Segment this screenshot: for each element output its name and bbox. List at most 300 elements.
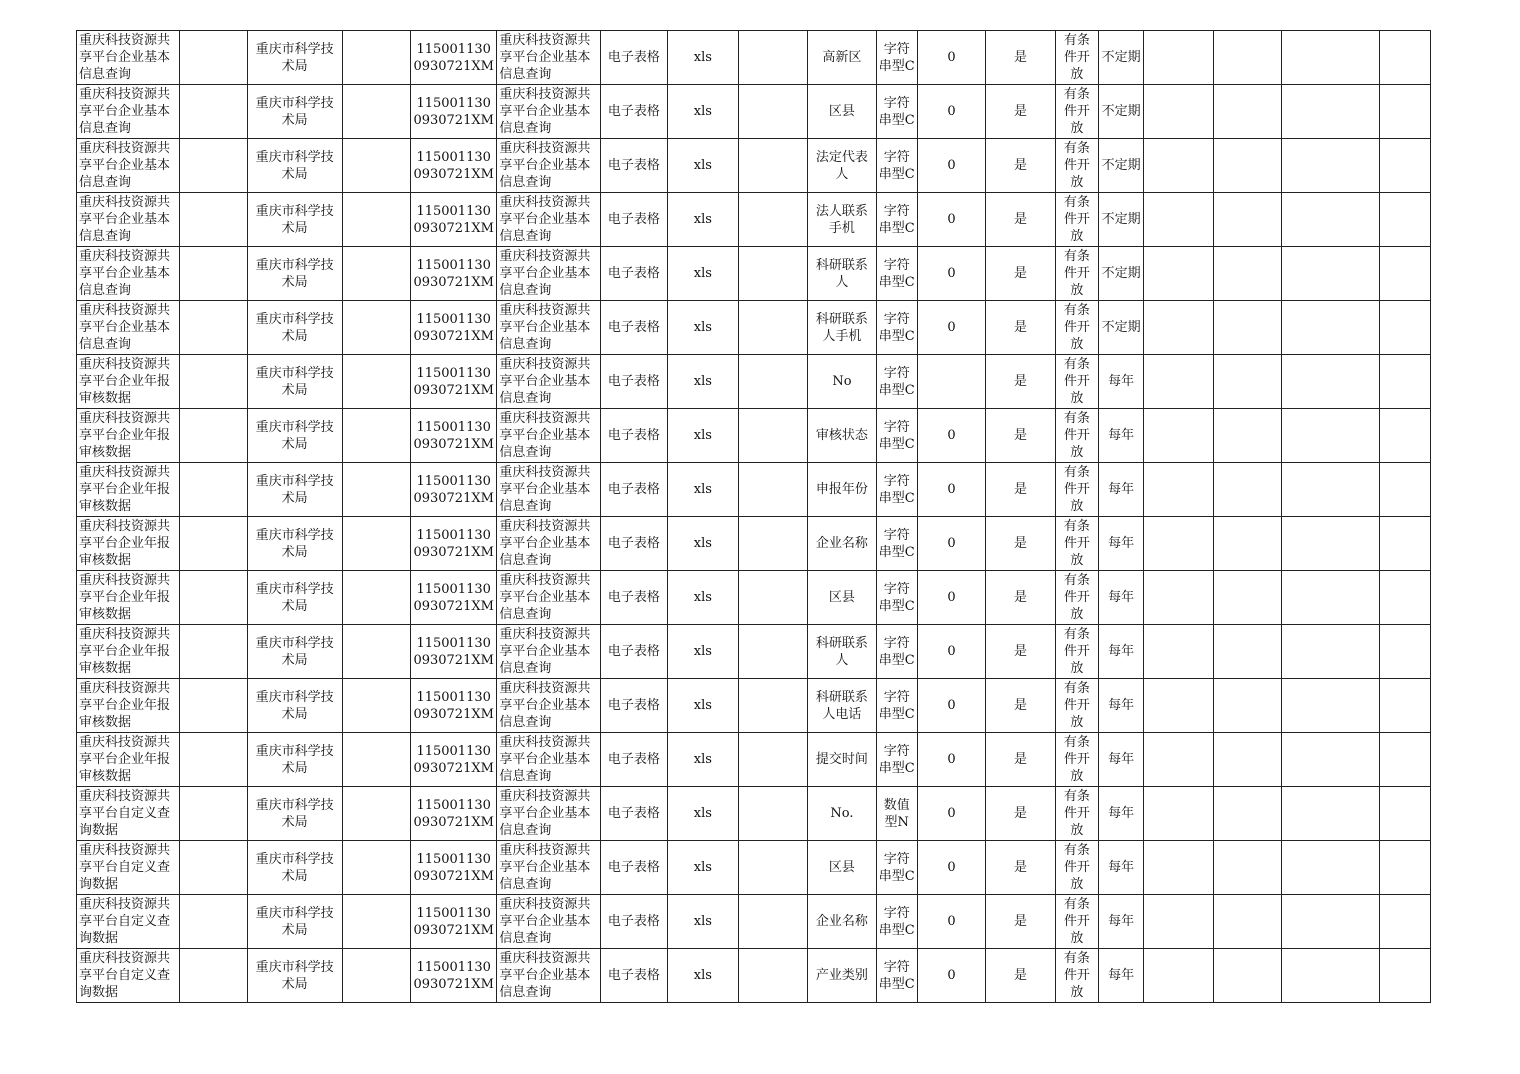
table-row xyxy=(77,625,1431,679)
cell-required-flag: 是 xyxy=(986,193,1056,247)
cell-resource-name-text: 重庆科技资源共享平台企业基本信息查询 xyxy=(499,627,591,676)
empty-cell xyxy=(1282,787,1380,841)
cell-format: 电子表格 xyxy=(600,679,667,733)
cell-catalog-name xyxy=(77,517,180,571)
cell-length: 0 xyxy=(917,733,985,787)
empty-cell xyxy=(1380,679,1431,733)
cell-update-frequency: 不定期 xyxy=(1098,85,1143,139)
empty-cell xyxy=(1282,247,1380,301)
cell-resource-name xyxy=(497,355,600,409)
empty-cell xyxy=(738,787,808,841)
empty-cell xyxy=(738,247,808,301)
cell-data-type: 字符串型C xyxy=(876,571,917,625)
cell-open-type: 有条件开放 xyxy=(1055,31,1098,85)
cell-format: 电子表格 xyxy=(600,247,667,301)
cell-department: 重庆市科学技术局 xyxy=(247,895,342,949)
table-row xyxy=(77,517,1431,571)
cell-update-frequency: 每年 xyxy=(1098,571,1143,625)
cell-catalog-name-text: 重庆科技资源共享平台企业基本信息查询 xyxy=(79,195,171,244)
cell-length: 0 xyxy=(917,85,985,139)
table-row xyxy=(77,139,1431,193)
cell-field-name: 提交时间 xyxy=(808,733,876,787)
cell-resource-name-text: 重庆科技资源共享平台企业基本信息查询 xyxy=(499,843,591,892)
cell-catalog-name xyxy=(77,625,180,679)
cell-extension: xls xyxy=(668,895,739,949)
cell-resource-name xyxy=(497,733,600,787)
cell-open-type: 有条件开放 xyxy=(1055,139,1098,193)
cell-department: 重庆市科学技术局 xyxy=(247,571,342,625)
cell-resource-name xyxy=(497,247,600,301)
empty-cell xyxy=(1282,463,1380,517)
cell-credit-code: 1150011300930721XM xyxy=(410,85,496,139)
empty-cell xyxy=(1380,733,1431,787)
cell-length: 0 xyxy=(917,787,985,841)
cell-data-type: 字符串型C xyxy=(876,949,917,1003)
empty-cell xyxy=(738,85,808,139)
cell-department: 重庆市科学技术局 xyxy=(247,625,342,679)
cell-update-frequency: 每年 xyxy=(1098,841,1143,895)
empty-cell xyxy=(180,517,247,571)
cell-format: 电子表格 xyxy=(600,139,667,193)
cell-field-name: 高新区 xyxy=(808,31,876,85)
cell-open-type: 有条件开放 xyxy=(1055,193,1098,247)
cell-extension: xls xyxy=(668,949,739,1003)
cell-catalog-name-text: 重庆科技资源共享平台企业基本信息查询 xyxy=(79,33,171,82)
empty-cell xyxy=(1380,409,1431,463)
cell-format: 电子表格 xyxy=(600,895,667,949)
empty-cell xyxy=(1144,247,1214,301)
cell-catalog-name xyxy=(77,571,180,625)
cell-extension: xls xyxy=(668,679,739,733)
cell-format: 电子表格 xyxy=(600,31,667,85)
cell-extension: xls xyxy=(668,247,739,301)
empty-cell xyxy=(342,301,410,355)
cell-update-frequency: 每年 xyxy=(1098,949,1143,1003)
cell-credit-code: 1150011300930721XM xyxy=(410,355,496,409)
empty-cell xyxy=(1144,301,1214,355)
empty-cell xyxy=(738,409,808,463)
cell-catalog-name xyxy=(77,85,180,139)
cell-catalog-name xyxy=(77,949,180,1003)
cell-open-type: 有条件开放 xyxy=(1055,409,1098,463)
cell-field-name: 企业名称 xyxy=(808,895,876,949)
empty-cell xyxy=(180,733,247,787)
empty-cell xyxy=(738,733,808,787)
empty-cell xyxy=(342,463,410,517)
cell-open-type: 有条件开放 xyxy=(1055,679,1098,733)
empty-cell xyxy=(1282,31,1380,85)
cell-catalog-name-text: 重庆科技资源共享平台自定义查询数据 xyxy=(79,897,171,946)
empty-cell xyxy=(1282,571,1380,625)
cell-credit-code: 1150011300930721XM xyxy=(410,949,496,1003)
empty-cell xyxy=(1380,31,1431,85)
cell-resource-name xyxy=(497,787,600,841)
cell-field-name: 法人联系手机 xyxy=(808,193,876,247)
cell-resource-name-text: 重庆科技资源共享平台企业基本信息查询 xyxy=(499,33,591,82)
empty-cell xyxy=(180,31,247,85)
cell-resource-name-text: 重庆科技资源共享平台企业基本信息查询 xyxy=(499,249,591,298)
cell-catalog-name-text: 重庆科技资源共享平台企业年报审核数据 xyxy=(79,411,171,460)
cell-credit-code: 1150011300930721XM xyxy=(410,31,496,85)
cell-update-frequency: 每年 xyxy=(1098,895,1143,949)
empty-cell xyxy=(1380,355,1431,409)
cell-format: 电子表格 xyxy=(600,625,667,679)
empty-cell xyxy=(180,787,247,841)
empty-cell xyxy=(1144,787,1214,841)
table-row xyxy=(77,355,1431,409)
cell-required-flag: 是 xyxy=(986,463,1056,517)
cell-resource-name xyxy=(497,571,600,625)
cell-required-flag: 是 xyxy=(986,247,1056,301)
cell-field-name: 科研联系人电话 xyxy=(808,679,876,733)
cell-length: 0 xyxy=(917,409,985,463)
cell-credit-code: 1150011300930721XM xyxy=(410,733,496,787)
cell-catalog-name-text: 重庆科技资源共享平台企业年报审核数据 xyxy=(79,465,171,514)
empty-cell xyxy=(1380,625,1431,679)
cell-open-type: 有条件开放 xyxy=(1055,355,1098,409)
table-row xyxy=(77,571,1431,625)
cell-length: 0 xyxy=(917,31,985,85)
cell-credit-code: 1150011300930721XM xyxy=(410,301,496,355)
empty-cell xyxy=(1282,85,1380,139)
cell-credit-code: 1150011300930721XM xyxy=(410,463,496,517)
cell-field-name: 审核状态 xyxy=(808,409,876,463)
cell-catalog-name xyxy=(77,841,180,895)
cell-format: 电子表格 xyxy=(600,787,667,841)
empty-cell xyxy=(1144,571,1214,625)
cell-department: 重庆市科学技术局 xyxy=(247,517,342,571)
cell-update-frequency: 不定期 xyxy=(1098,193,1143,247)
cell-update-frequency: 每年 xyxy=(1098,409,1143,463)
empty-cell xyxy=(1282,139,1380,193)
empty-cell xyxy=(1380,463,1431,517)
empty-cell xyxy=(1380,949,1431,1003)
cell-resource-name xyxy=(497,139,600,193)
empty-cell xyxy=(1213,31,1281,85)
cell-department: 重庆市科学技术局 xyxy=(247,733,342,787)
cell-catalog-name xyxy=(77,463,180,517)
cell-catalog-name xyxy=(77,787,180,841)
cell-update-frequency: 不定期 xyxy=(1098,301,1143,355)
cell-extension: xls xyxy=(668,193,739,247)
empty-cell xyxy=(342,949,410,1003)
cell-credit-code: 1150011300930721XM xyxy=(410,517,496,571)
cell-catalog-name xyxy=(77,193,180,247)
empty-cell xyxy=(1144,193,1214,247)
empty-cell xyxy=(1144,355,1214,409)
cell-resource-name xyxy=(497,517,600,571)
empty-cell xyxy=(1213,85,1281,139)
empty-cell xyxy=(1380,841,1431,895)
cell-format: 电子表格 xyxy=(600,193,667,247)
cell-field-name: 科研联系人 xyxy=(808,625,876,679)
empty-cell xyxy=(738,193,808,247)
cell-required-flag: 是 xyxy=(986,571,1056,625)
cell-open-type: 有条件开放 xyxy=(1055,517,1098,571)
empty-cell xyxy=(738,517,808,571)
cell-resource-name-text: 重庆科技资源共享平台企业基本信息查询 xyxy=(499,789,591,838)
cell-resource-name-text: 重庆科技资源共享平台企业基本信息查询 xyxy=(499,573,591,622)
cell-update-frequency: 不定期 xyxy=(1098,247,1143,301)
empty-cell xyxy=(738,679,808,733)
empty-cell xyxy=(1213,841,1281,895)
cell-department: 重庆市科学技术局 xyxy=(247,841,342,895)
cell-field-name: 区县 xyxy=(808,85,876,139)
cell-format: 电子表格 xyxy=(600,355,667,409)
cell-extension: xls xyxy=(668,409,739,463)
cell-extension: xls xyxy=(668,733,739,787)
empty-cell xyxy=(342,409,410,463)
cell-credit-code: 1150011300930721XM xyxy=(410,625,496,679)
cell-credit-code: 1150011300930721XM xyxy=(410,679,496,733)
cell-open-type: 有条件开放 xyxy=(1055,949,1098,1003)
cell-required-flag: 是 xyxy=(986,355,1056,409)
empty-cell xyxy=(1144,895,1214,949)
cell-resource-name-text: 重庆科技资源共享平台企业基本信息查询 xyxy=(499,519,591,568)
table-row xyxy=(77,679,1431,733)
cell-data-type: 字符串型C xyxy=(876,733,917,787)
cell-length: 0 xyxy=(917,625,985,679)
empty-cell xyxy=(342,31,410,85)
cell-length: 0 xyxy=(917,679,985,733)
empty-cell xyxy=(180,247,247,301)
cell-required-flag: 是 xyxy=(986,841,1056,895)
cell-required-flag: 是 xyxy=(986,895,1056,949)
cell-department: 重庆市科学技术局 xyxy=(247,949,342,1003)
cell-data-type: 字符串型C xyxy=(876,679,917,733)
cell-field-name: 科研联系人手机 xyxy=(808,301,876,355)
cell-open-type: 有条件开放 xyxy=(1055,841,1098,895)
cell-resource-name-text: 重庆科技资源共享平台企业基本信息查询 xyxy=(499,357,591,406)
empty-cell xyxy=(180,139,247,193)
empty-cell xyxy=(738,895,808,949)
cell-catalog-name xyxy=(77,31,180,85)
cell-credit-code: 1150011300930721XM xyxy=(410,571,496,625)
cell-extension: xls xyxy=(668,571,739,625)
cell-data-type: 字符串型C xyxy=(876,85,917,139)
cell-resource-name xyxy=(497,679,600,733)
empty-cell xyxy=(1380,247,1431,301)
cell-format: 电子表格 xyxy=(600,571,667,625)
empty-cell xyxy=(1213,247,1281,301)
cell-catalog-name xyxy=(77,139,180,193)
cell-open-type: 有条件开放 xyxy=(1055,787,1098,841)
cell-required-flag: 是 xyxy=(986,409,1056,463)
cell-field-name: 科研联系人 xyxy=(808,247,876,301)
cell-format: 电子表格 xyxy=(600,841,667,895)
cell-resource-name xyxy=(497,193,600,247)
cell-length: 0 xyxy=(917,301,985,355)
cell-department: 重庆市科学技术局 xyxy=(247,31,342,85)
cell-catalog-name-text: 重庆科技资源共享平台企业基本信息查询 xyxy=(79,303,171,352)
cell-format: 电子表格 xyxy=(600,733,667,787)
cell-field-name: 申报年份 xyxy=(808,463,876,517)
cell-credit-code: 1150011300930721XM xyxy=(410,841,496,895)
cell-resource-name-text: 重庆科技资源共享平台企业基本信息查询 xyxy=(499,303,591,352)
cell-extension: xls xyxy=(668,301,739,355)
cell-data-type: 字符串型C xyxy=(876,247,917,301)
empty-cell xyxy=(342,247,410,301)
empty-cell xyxy=(1144,85,1214,139)
empty-cell xyxy=(1213,193,1281,247)
table-row xyxy=(77,247,1431,301)
cell-extension: xls xyxy=(668,31,739,85)
cell-length xyxy=(917,355,985,409)
cell-resource-name xyxy=(497,31,600,85)
cell-format: 电子表格 xyxy=(600,517,667,571)
cell-credit-code: 1150011300930721XM xyxy=(410,247,496,301)
cell-format: 电子表格 xyxy=(600,463,667,517)
cell-required-flag: 是 xyxy=(986,31,1056,85)
cell-resource-name-text: 重庆科技资源共享平台企业基本信息查询 xyxy=(499,465,591,514)
empty-cell xyxy=(1213,949,1281,1003)
cell-catalog-name-text: 重庆科技资源共享平台企业年报审核数据 xyxy=(79,573,171,622)
cell-format: 电子表格 xyxy=(600,85,667,139)
cell-extension: xls xyxy=(668,841,739,895)
empty-cell xyxy=(1144,841,1214,895)
cell-catalog-name-text: 重庆科技资源共享平台企业年报审核数据 xyxy=(79,519,171,568)
cell-catalog-name-text: 重庆科技资源共享平台自定义查询数据 xyxy=(79,843,171,892)
cell-resource-name-text: 重庆科技资源共享平台企业基本信息查询 xyxy=(499,195,591,244)
empty-cell xyxy=(1380,301,1431,355)
cell-open-type: 有条件开放 xyxy=(1055,301,1098,355)
empty-cell xyxy=(180,409,247,463)
empty-cell xyxy=(180,841,247,895)
empty-cell xyxy=(1213,517,1281,571)
cell-length: 0 xyxy=(917,895,985,949)
table-row xyxy=(77,895,1431,949)
cell-resource-name xyxy=(497,409,600,463)
empty-cell xyxy=(180,85,247,139)
empty-cell xyxy=(1213,355,1281,409)
cell-field-name: No xyxy=(808,355,876,409)
cell-data-type: 字符串型C xyxy=(876,409,917,463)
empty-cell xyxy=(1144,463,1214,517)
cell-catalog-name xyxy=(77,301,180,355)
table-row xyxy=(77,301,1431,355)
cell-required-flag: 是 xyxy=(986,139,1056,193)
cell-required-flag: 是 xyxy=(986,679,1056,733)
cell-catalog-name xyxy=(77,355,180,409)
empty-cell xyxy=(738,625,808,679)
cell-department: 重庆市科学技术局 xyxy=(247,193,342,247)
cell-data-type: 字符串型C xyxy=(876,301,917,355)
cell-data-type: 字符串型C xyxy=(876,463,917,517)
cell-catalog-name-text: 重庆科技资源共享平台企业基本信息查询 xyxy=(79,87,171,136)
empty-cell xyxy=(1380,85,1431,139)
empty-cell xyxy=(1380,139,1431,193)
empty-cell xyxy=(342,895,410,949)
empty-cell xyxy=(738,31,808,85)
table-row xyxy=(77,949,1431,1003)
empty-cell xyxy=(1213,301,1281,355)
cell-catalog-name-text: 重庆科技资源共享平台企业年报审核数据 xyxy=(79,735,171,784)
empty-cell xyxy=(180,463,247,517)
empty-cell xyxy=(342,787,410,841)
empty-cell xyxy=(1380,193,1431,247)
cell-resource-name xyxy=(497,895,600,949)
cell-catalog-name xyxy=(77,247,180,301)
cell-open-type: 有条件开放 xyxy=(1055,85,1098,139)
cell-catalog-name-text: 重庆科技资源共享平台企业基本信息查询 xyxy=(79,141,171,190)
cell-resource-name-text: 重庆科技资源共享平台企业基本信息查询 xyxy=(499,411,591,460)
cell-update-frequency: 每年 xyxy=(1098,733,1143,787)
cell-open-type: 有条件开放 xyxy=(1055,733,1098,787)
data-catalog-table xyxy=(76,30,1431,1003)
cell-data-type: 字符串型C xyxy=(876,355,917,409)
cell-data-type: 字符串型C xyxy=(876,625,917,679)
cell-catalog-name xyxy=(77,733,180,787)
cell-resource-name-text: 重庆科技资源共享平台企业基本信息查询 xyxy=(499,87,591,136)
cell-extension: xls xyxy=(668,787,739,841)
empty-cell xyxy=(1282,301,1380,355)
cell-data-type: 字符串型C xyxy=(876,139,917,193)
empty-cell xyxy=(1213,733,1281,787)
empty-cell xyxy=(1282,193,1380,247)
cell-resource-name xyxy=(497,625,600,679)
cell-resource-name-text: 重庆科技资源共享平台企业基本信息查询 xyxy=(499,735,591,784)
cell-department: 重庆市科学技术局 xyxy=(247,463,342,517)
cell-catalog-name-text: 重庆科技资源共享平台自定义查询数据 xyxy=(79,951,171,1000)
cell-resource-name xyxy=(497,841,600,895)
empty-cell xyxy=(1282,409,1380,463)
cell-data-type: 字符串型C xyxy=(876,193,917,247)
cell-extension: xls xyxy=(668,85,739,139)
cell-required-flag: 是 xyxy=(986,85,1056,139)
cell-format: 电子表格 xyxy=(600,409,667,463)
cell-credit-code: 1150011300930721XM xyxy=(410,895,496,949)
cell-required-flag: 是 xyxy=(986,949,1056,1003)
empty-cell xyxy=(1213,895,1281,949)
empty-cell xyxy=(180,949,247,1003)
table-row xyxy=(77,85,1431,139)
empty-cell xyxy=(1282,841,1380,895)
cell-resource-name-text: 重庆科技资源共享平台企业基本信息查询 xyxy=(499,897,591,946)
cell-department: 重庆市科学技术局 xyxy=(247,409,342,463)
cell-catalog-name xyxy=(77,895,180,949)
cell-catalog-name xyxy=(77,409,180,463)
cell-catalog-name-text: 重庆科技资源共享平台企业年报审核数据 xyxy=(79,681,171,730)
empty-cell xyxy=(1380,571,1431,625)
cell-open-type: 有条件开放 xyxy=(1055,247,1098,301)
empty-cell xyxy=(1282,355,1380,409)
empty-cell xyxy=(1213,409,1281,463)
table-row xyxy=(77,841,1431,895)
empty-cell xyxy=(1144,409,1214,463)
empty-cell xyxy=(738,841,808,895)
cell-resource-name-text: 重庆科技资源共享平台企业基本信息查询 xyxy=(499,951,591,1000)
table-row xyxy=(77,733,1431,787)
empty-cell xyxy=(342,571,410,625)
cell-length: 0 xyxy=(917,463,985,517)
cell-department: 重庆市科学技术局 xyxy=(247,787,342,841)
empty-cell xyxy=(180,679,247,733)
empty-cell xyxy=(180,895,247,949)
cell-catalog-name xyxy=(77,679,180,733)
cell-department: 重庆市科学技术局 xyxy=(247,679,342,733)
empty-cell xyxy=(1282,679,1380,733)
cell-required-flag: 是 xyxy=(986,787,1056,841)
cell-format: 电子表格 xyxy=(600,949,667,1003)
empty-cell xyxy=(342,355,410,409)
empty-cell xyxy=(1144,31,1214,85)
cell-field-name: 企业名称 xyxy=(808,517,876,571)
cell-length: 0 xyxy=(917,571,985,625)
empty-cell xyxy=(1282,895,1380,949)
cell-field-name: 产业类别 xyxy=(808,949,876,1003)
empty-cell xyxy=(1282,517,1380,571)
table-row xyxy=(77,31,1431,85)
